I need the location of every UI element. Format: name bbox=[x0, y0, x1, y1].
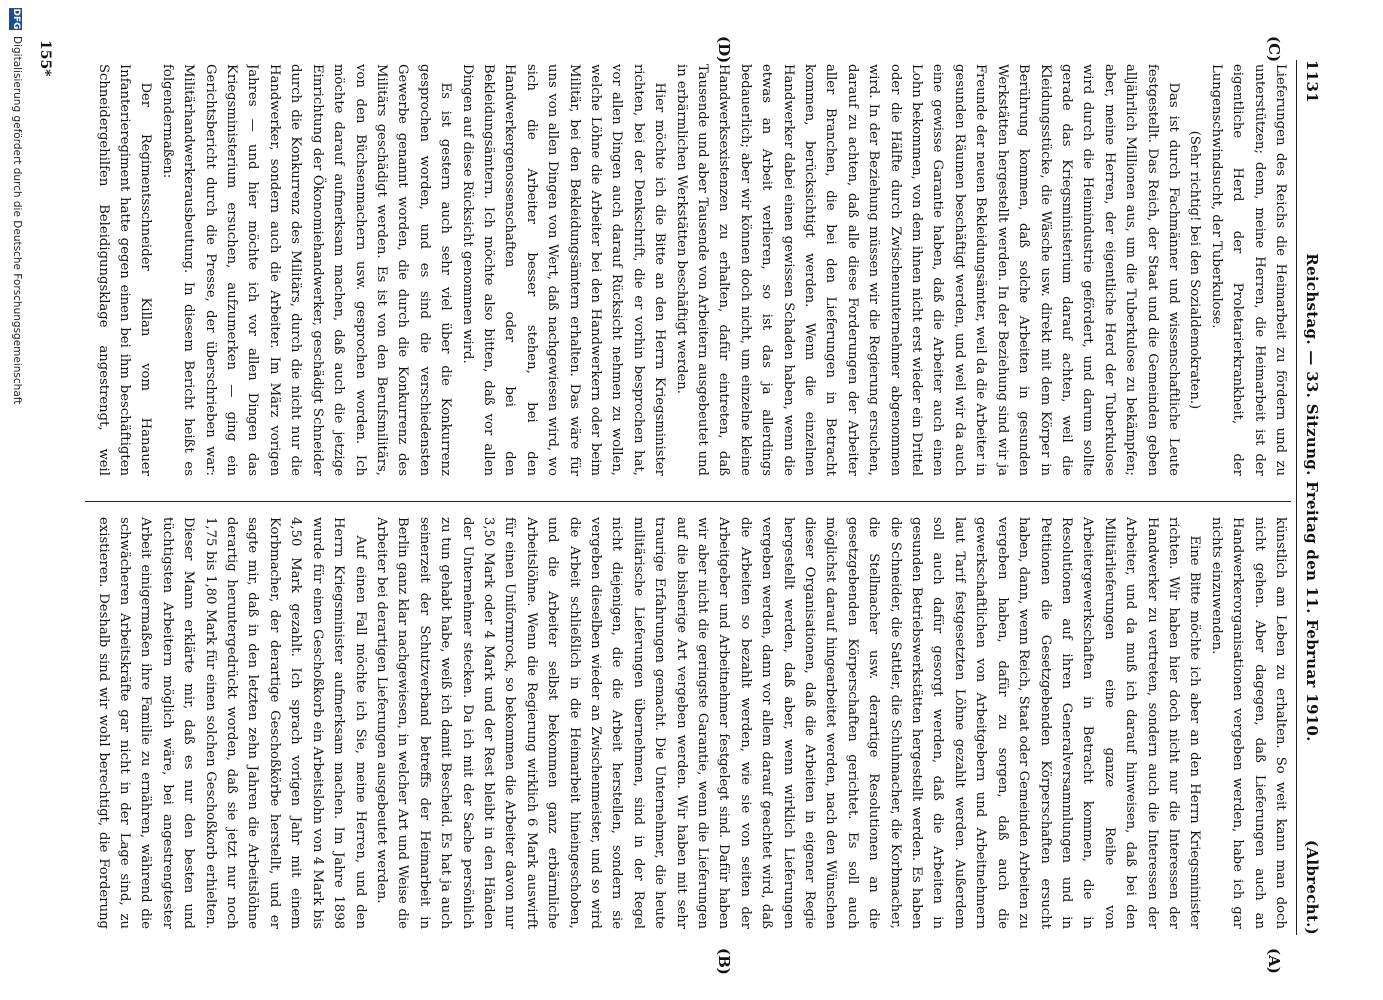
page-number: 1131 bbox=[1303, 60, 1321, 103]
interjection: (Sehr richtig! bei den Sozialdemokraten.) bbox=[1187, 130, 1203, 410]
left-text-column bbox=[91, 517, 1291, 929]
margin-mark-a: (A) bbox=[1265, 948, 1283, 974]
margin-mark-c: (C) bbox=[1265, 36, 1283, 63]
margin-mark-d: (D) bbox=[715, 36, 733, 64]
right-text-column bbox=[91, 64, 1291, 476]
paragraph: Es ist gestern auch sehr viel über die Konkurrenz gesprochen worden, und es sind die verschiedensten Gewerbe genannt worden, die durch die Konkurrenz des Militärs geschädigt werden. Es ist von den Berufsmilitärs, von den Büchsenmachern usw. gesprochen worden. Ich möchte darauf aufmerksam machen, daß auch die jetzige Einrichtung der Ökonomiehandwerker, geschädigt Schneider durch die Konkurrenz des Militärs, durch die nicht nur die Handwerker, sondern auch die Arbeiter. Im März vorigen Jahres — und hier möchte ich vor allen Dingen das Kriegsministerium ersuchen, aufzumerken — ging ein Gerichtsbericht durch die Presse, der überschrieben war: Militärhandwerkerausbeutung. In diesem Bericht heißt es folgendermaßen: bbox=[159, 64, 454, 476]
digitization-footer bbox=[3, 0, 25, 1000]
paragraph: Der Regimentsschneider Killan vom Hanauer Infanterieregiment hatte gegen einen bei ihm beschäftigten Schneidergehilfen Beleidigungsklage angestrengt, weil bbox=[95, 64, 154, 476]
paragraph: Das ist durch Fachmänner und wissenschaftliche Leute festgestellt. Das Reich, der Staat und die Gemeinden geben alljährlich Millionen aus, um die Tuberkulose zu bekämpfen; aber, meine Herren, der eigentliche Herd der Tuberkulose wird durch die Heimindustrie gefördert, und darum sollte gerade das Kriegsministerium darauf achten, weil die Kleidungsstücke, die Wäsche usw. direkt mit dem Körper in Berührung kommen, daß solche Arbeiten in gesunden Werkstätten hergestellt werden. In der Beziehung sind wir ja Freunde der neuen Bekleidungsämter, weil da die Arbeiter in gesunden Räumen beschäftigt werden, und weil wir da auch eine gewisse Garantie haben, daß die Arbeiter auch einen Lohn bekommen, von dem ihnen nicht erst wieder ein Drittel oder die Hälfte durch Zwischenunternehmer abgenommen wird. In der Beziehung müssen wir die Regierung ersuchen, darauf zu achten, daß alle diese Forderungen der Arbeiter aller Branchen, die bei den Lieferungen in Betracht kommen, berücksichtigt werden. Wenn die einzelnen Handwerker dabei einen gewissen Schaden haben, wenn die etwas an Arbeit verlieren, so ist das ja allerdings bedauerlich; aber wir können doch nicht, um einzelne kleine Handwerksexistenzen zu erhalten, dafür eintreten, daß Tausende und aber Tausende von Arbeitern ausgebeutet und in erbärmlichen Werkstätten beschäftigt werden. bbox=[673, 64, 1181, 476]
digitization-note: Digitalisierung gefördert durch die Deutsche Forschungsgemeinschaft bbox=[11, 36, 23, 405]
footer-page-number: 155* bbox=[37, 40, 53, 77]
paragraph: Lieferungen des Reichs die Heimarbeit zu fördern und zu unterstützen; denn, meine Herren, die Heimarbeit ist der eigentliche Herd der Proletarierkrankheit, der Lungenschwindsucht, der Tuberkulose. bbox=[1208, 64, 1288, 476]
speaker-name: (Albrecht.) bbox=[1303, 840, 1321, 935]
paragraph: Auf einen Fall möchte ich Sie, meine Herren, und den Herrn Kriegsminister aufmerksam machen. Im Jahre 1898 wurde für einen Geschoßkorb ein Arbeitslohn von 4 Mark bis 4,50 Mark gezahlt. Ich sprach vorigen Jahr mit einem Korbmacher, der derartige Geschoßkörbe herstellt, und er sagte mir, daß in den letzten zehn Jahren die Arbeitslöhne derartig heruntergedrückt worden, daß sie jetzt nur noch 1,75 bis 1,80 Mark für einen solchen Geschoßkorb erhielten. Dieser Mann erklärte mir, daß es nur den besten und tüchtigsten Arbeitern möglich wäre, bei angestrengtester Arbeit einigermaßen ihre Familie zu ernähren, während die schwächeren Arbeitskräfte gar nicht in der Lage sind, zu existieren. Deshalb sind wir wohl berechtigt, die Forderung bbox=[95, 517, 368, 929]
paragraph: Hier möchte ich die Bitte an den Herrn Kriegsminister richten, bei der Denkschrift, die er vorhin besprochen hat, vor allen Dingen auch darauf Rücksicht nehmen zu wollen, welche Löhne die Arbeiter bei den Handwerkern oder beim Militär, bei den Bekleidungsämtern erhalten. Das wäre für uns von allen Dingen von Wert, daß nachgewiesen wird, wo sich die Arbeiter besser stehen, bei den Handwerkergenossenschaften oder bei den Bekleidungsämtern. Ich möchte also bitten, daß vor allen Dingen auf diese Rücksicht genommen wird. bbox=[459, 64, 668, 476]
dfg-logo: DFG bbox=[11, 8, 21, 30]
margin-mark-b: (B) bbox=[715, 948, 733, 975]
paragraph: künstlich am Leben zu erhalten. So weit kann man doch nicht gehen. Aber dagegen, daß Lieferungen auch an Handwerkerorganisationen vergeben werden, habe ich gar nichts einzuwenden. bbox=[1208, 517, 1288, 929]
page-header bbox=[1297, 60, 1321, 935]
column-divider bbox=[85, 501, 1291, 502]
paragraph: Eine Bitte möchte ich aber an den Herrn Kriegsminister richten. Wir haben hier doch nicht nur die Interessen der Handwerker zu vertreten, sondern auch die Interessen der Arbeiter, und da muß ich darauf hinweisen, daß bei den Militärlieferungen eine ganze Reihe von Arbeitergewerkschaften in Betracht kommen, die in Resolutionen auf ihren Generalversammlungen und in Petitionen die Gesetzgebenden Körperschaften ersucht haben, dann, wenn Reich, Staat oder Gemeinden Arbeiten zu vergeben haben, dafür zu sorgen, daß auch die gewerkschaftlichen von Arbeitgebern und Arbeitnehmern laut Tarif festgesetzten Löhne gezahlt werden. Außerdem soll auch dafür gesorgt werden, daß die Arbeiten in gesunden Betriebswerkstätten hergestellt werden. Es haben die Schneider, die Sattler, die Schuhmacher, die Korbmacher, die Stellmacher usw. derartige Resolutionen an die gesetzgebenden Körperschaften gerichtet. Es soll auch möglichst darauf hingearbeitet werden, nach den Wünschen dieser Organisationen, daß die Arbeiten in eigener Regie hergestellt werden, daß aber, wenn wirklich Lieferungen vergeben werden, dann vor allem darauf geachtet wird, daß die Arbeiten so bezahlt werden, wie sie von seiten der Arbeitgeber und Arbeitnehmer festgelegt sind. Dafür haben wir aber nicht die geringste Garantie, wenn die Lieferungen auf die bisherige Art vergeben werden. Wir haben mit sehr traurige Erfahrungen gemacht. Die Unternehmer, die heute militärische Lieferungen übernehmen, sind in der Regel nicht diejenigen, die die Arbeit herstellen, sondern sie vergeben dieselben wieder an Zwischenmeister, und so wird die Arbeit schließlich in die Heimarbeit hineingeschoben, und die Arbeiter selbst bekommen ganz erbärmliche Arbeitslöhne. Wenn die Regierung wirklich 6 Mark auswirft für einen Uniformrock, so bekommen die Arbeiter davon nur 3,50 Mark oder 4 Mark und der Rest bleibt in den Händen der Unternehmer stecken. Da ich mit der Sache persönlich zu tun gehabt habe, weiß ich damit Bescheid. Es hat ja auch seinerzeit der Schutzverband betreffs der Heimarbeit in Berlin ganz klar nachgewiesen, in welcher Art und Weise die Arbeiter bei derartigen Lieferungen ausgebeutet werden. bbox=[373, 517, 1203, 929]
header-rule bbox=[1296, 60, 1297, 935]
page-title: Reichstag. — 33. Sitzung. Freitag den 11. Februar 1910. bbox=[1303, 253, 1321, 742]
